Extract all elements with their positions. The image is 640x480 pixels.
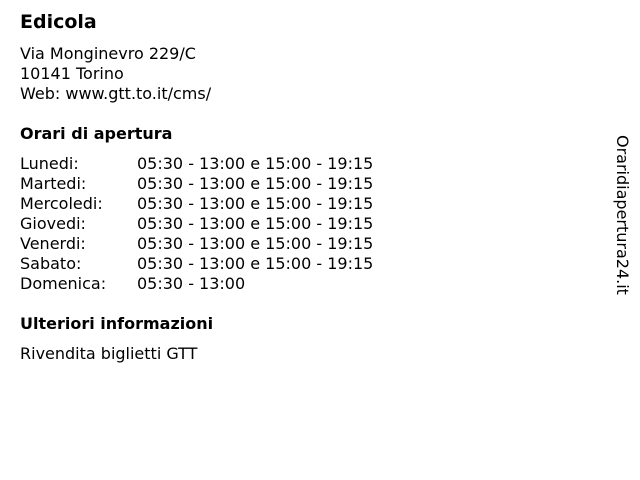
- day-label: Venerdi:: [20, 234, 86, 253]
- time-range: 05:30 - 13:00 e 15:00 - 19:15: [137, 154, 374, 173]
- address-city: 10141 Torino: [20, 64, 124, 83]
- time-range: 05:30 - 13:00 e 15:00 - 19:15: [137, 234, 374, 253]
- additional-info-text: Rivendita biglietti GTT: [20, 344, 198, 363]
- hours-row-friday: [20, 234, 373, 254]
- time-range: 05:30 - 13:00 e 15:00 - 19:15: [137, 174, 374, 193]
- opening-hours-heading: Orari di apertura: [20, 124, 173, 143]
- hours-row-tuesday: [20, 174, 373, 194]
- business-address: [20, 44, 211, 104]
- day-label: Martedi:: [20, 174, 87, 193]
- hours-row-thursday: [20, 214, 373, 234]
- hours-row-sunday: [20, 274, 373, 294]
- day-label: Giovedi:: [20, 214, 86, 233]
- time-range: 05:30 - 13:00 e 15:00 - 19:15: [137, 194, 374, 213]
- hours-row-wednesday: [20, 194, 373, 214]
- hours-row-monday: [20, 154, 373, 174]
- day-label: Mercoledi:: [20, 194, 103, 213]
- additional-info-heading: Ulteriori informazioni: [20, 314, 214, 333]
- day-label: Sabato:: [20, 254, 82, 273]
- address-street: Via Monginevro 229/C: [20, 44, 196, 63]
- website-line: Web: www.gtt.to.it/cms/: [20, 84, 212, 103]
- time-range: 05:30 - 13:00 e 15:00 - 19:15: [137, 254, 374, 273]
- time-range: 05:30 - 13:00 e 15:00 - 19:15: [137, 214, 374, 233]
- hours-row-saturday: [20, 254, 373, 274]
- time-range: 05:30 - 13:00: [137, 274, 246, 293]
- opening-hours-table: [20, 154, 373, 294]
- day-label: Lunedi:: [20, 154, 79, 173]
- day-label: Domenica:: [20, 274, 107, 293]
- business-name: Edicola: [20, 11, 97, 33]
- site-watermark: Oraridiapertura24.it: [613, 135, 632, 295]
